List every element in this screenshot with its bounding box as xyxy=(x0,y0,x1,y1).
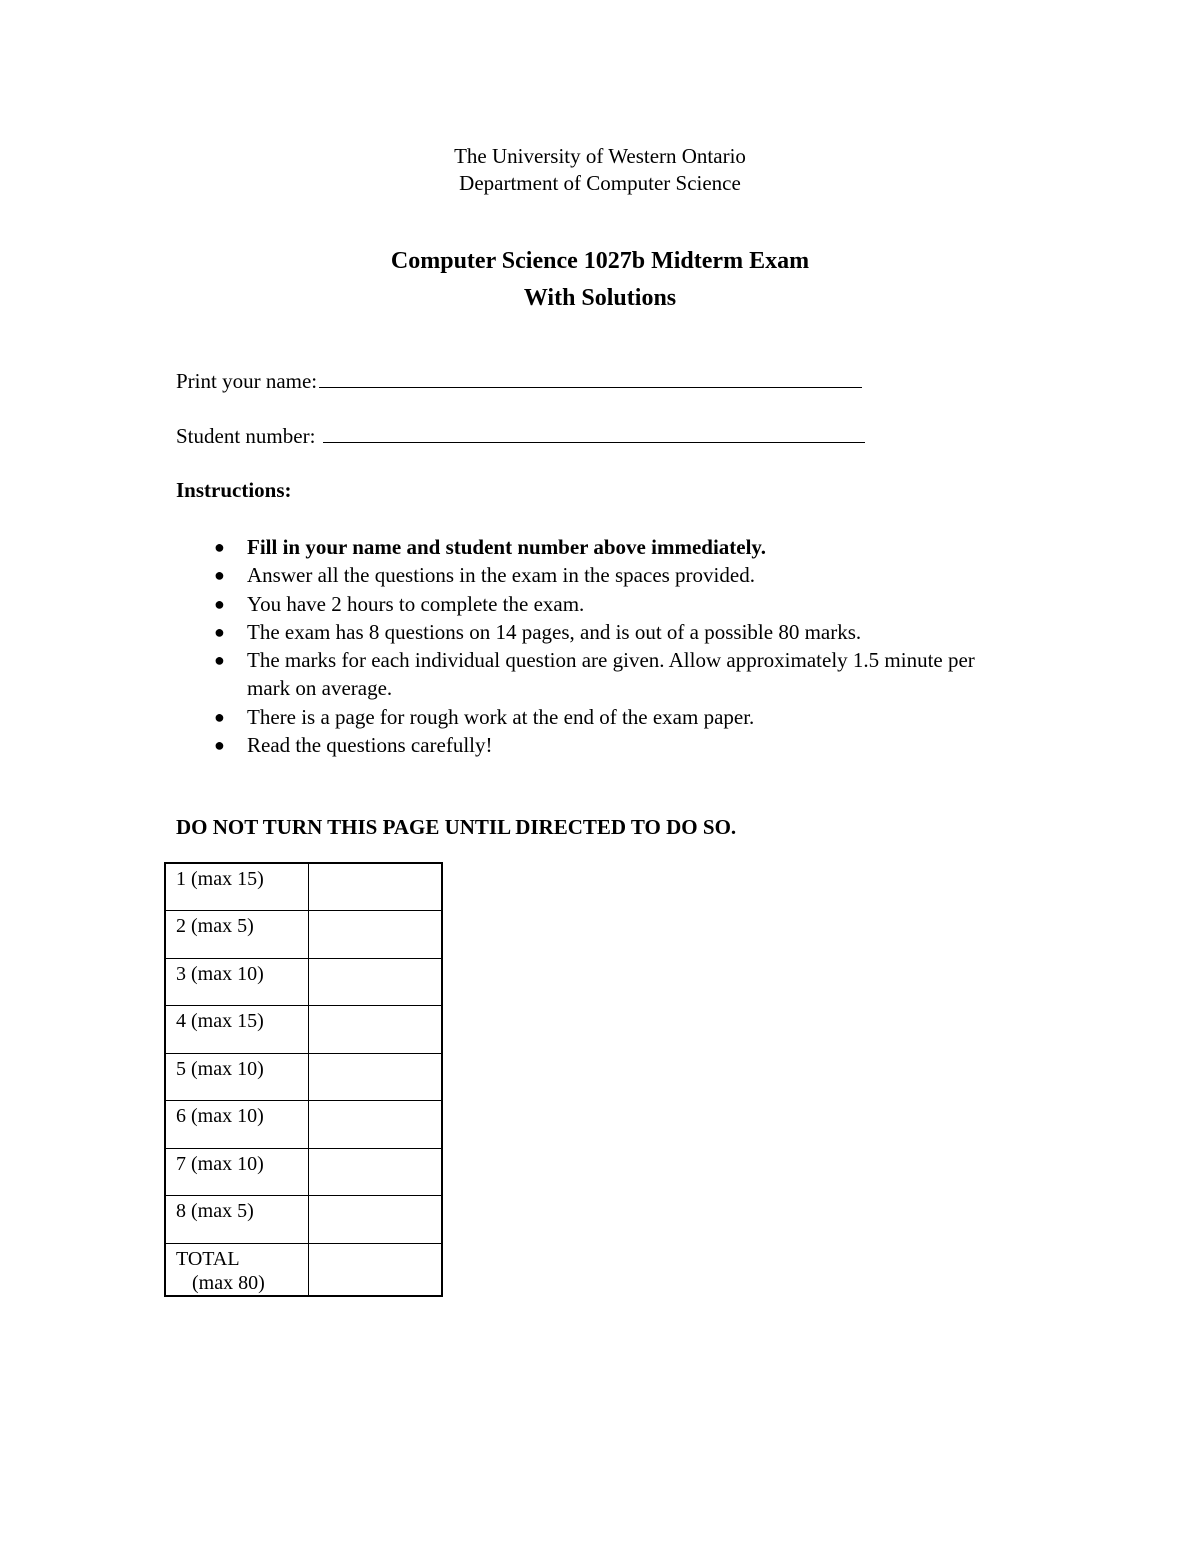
bullet-icon: ● xyxy=(214,706,225,727)
instruction-text: Read the questions carefully! xyxy=(247,733,493,758)
student-number-label: Student number: xyxy=(176,424,321,448)
total-label xyxy=(165,1243,308,1296)
table-row xyxy=(165,911,442,959)
exam-title: Computer Science 1027b Midterm Exam xyxy=(390,248,810,274)
list-item xyxy=(176,646,976,703)
table-row xyxy=(165,1006,442,1054)
exam-subtitle: With Solutions xyxy=(523,285,677,311)
total-row xyxy=(165,1243,442,1296)
instruction-text: Answer all the questions in the exam in the spaces provided. xyxy=(247,563,755,588)
question-label: 6 (max 10) xyxy=(165,1101,308,1149)
instruction-text: There is a page for rough work at the end of the exam paper. xyxy=(247,704,755,729)
bullet-icon: ● xyxy=(214,565,225,586)
table-row xyxy=(165,1148,442,1196)
question-label: 8 (max 5) xyxy=(165,1196,308,1244)
list-item xyxy=(176,618,976,646)
list-item xyxy=(176,561,976,589)
table-row xyxy=(165,1053,442,1101)
question-label: 1 (max 15) xyxy=(165,863,308,911)
name-blank-line[interactable] xyxy=(319,369,862,388)
question-label: 4 (max 15) xyxy=(165,1006,308,1054)
score-cell[interactable] xyxy=(308,1006,442,1054)
instruction-text: The exam has 8 questions on 14 pages, and is out of a possible 80 marks. xyxy=(247,619,862,644)
list-item xyxy=(176,590,976,618)
question-label: 5 (max 10) xyxy=(165,1053,308,1101)
score-cell[interactable] xyxy=(308,1196,442,1244)
question-label: 2 (max 5) xyxy=(165,911,308,959)
instruction-text: The marks for each individual question are given. Allow approximately 1.5 minute per mark on average. xyxy=(247,648,975,701)
total-label-line1: TOTAL xyxy=(176,1247,240,1270)
score-cell[interactable] xyxy=(308,958,442,1006)
question-label: 7 (max 10) xyxy=(165,1148,308,1196)
table-row xyxy=(165,1101,442,1149)
bullet-icon: ● xyxy=(214,735,225,756)
score-cell[interactable] xyxy=(308,1053,442,1101)
list-item xyxy=(176,703,976,731)
instructions-heading: Instructions: xyxy=(176,478,292,502)
list-item xyxy=(176,731,976,759)
bullet-icon: ● xyxy=(214,593,225,614)
marks-table xyxy=(164,862,443,1297)
do-not-turn-warning: DO NOT TURN THIS PAGE UNTIL DIRECTED TO DO SO. xyxy=(176,815,737,839)
total-score-cell[interactable] xyxy=(308,1243,442,1296)
instruction-text: Fill in your name and student number above immediately. xyxy=(247,535,767,559)
name-field-label: Print your name: xyxy=(176,369,318,393)
table-row xyxy=(165,863,442,911)
score-cell[interactable] xyxy=(308,1148,442,1196)
instruction-text: You have 2 hours to complete the exam. xyxy=(247,591,585,616)
score-cell[interactable] xyxy=(308,1101,442,1149)
student-number-blank-line[interactable] xyxy=(323,424,865,443)
table-row xyxy=(165,1196,442,1244)
university-name: The University of Western Ontario xyxy=(454,144,746,168)
student-number-field[interactable] xyxy=(176,423,865,449)
instructions-list xyxy=(176,533,976,759)
question-label: 3 (max 10) xyxy=(165,958,308,1006)
bullet-icon: ● xyxy=(214,621,225,642)
bullet-icon: ● xyxy=(214,537,225,557)
score-cell[interactable] xyxy=(308,911,442,959)
total-label-line2: (max 80) xyxy=(192,1271,265,1294)
table-row xyxy=(165,958,442,1006)
bullet-icon: ● xyxy=(214,650,225,671)
name-field[interactable] xyxy=(176,368,862,394)
score-cell[interactable] xyxy=(308,863,442,911)
department-name: Department of Computer Science xyxy=(459,171,741,195)
list-item xyxy=(176,533,976,561)
